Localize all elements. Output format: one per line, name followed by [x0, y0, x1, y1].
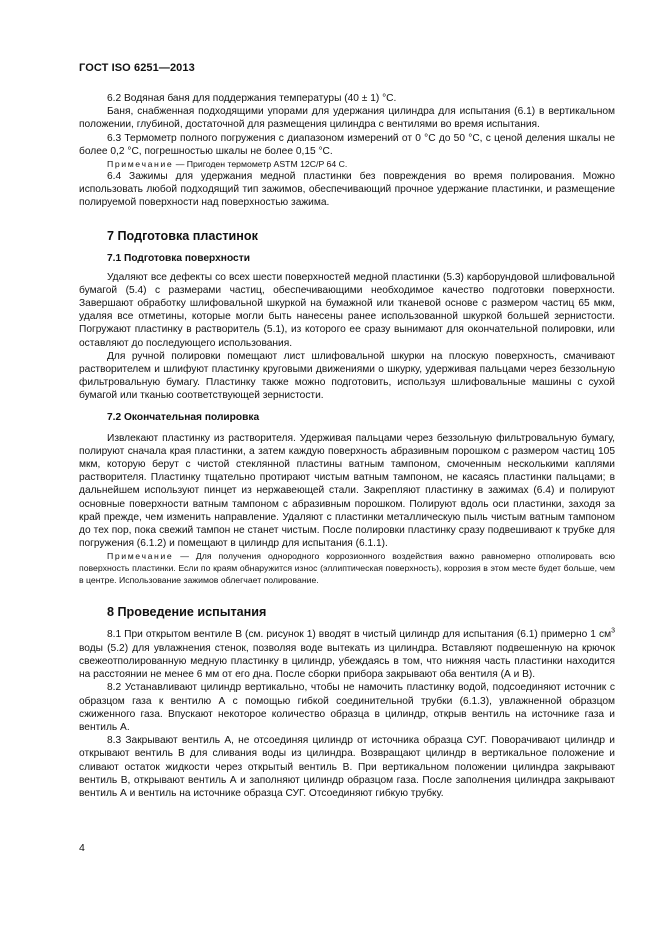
clause-7-1-para-1: Удаляют все дефекты со всех шести поверхностей медной пластинки (5.3) карборундовой шлифовальной бумагой (5.4) с размерами частиц, обеспечивающими необходимое качество подготовки поверхности. Завершают обработку шлифовальной шкуркой на бумажной или тканевой основе с размером частиц 65 мкм, удаляя все отметины, которые могли быть нанесены ранее использованной шкуркой большей зернистости. Погружают пластинку в растворитель (5.1), из которого ее сразу вынимают для окончательной полировки, или оставляют до последующего использования.	[79, 271, 615, 349]
clause-7-2: Извлекают пластинку из растворителя. Удерживая пальцами через беззольную фильтровальную бумагу, полируют сначала края пластинки, а затем каждую поверхность абразивным порошком с размером частиц 105 мкм, которую берут с чистой стеклянной пластины ватным тампоном, смоченным несколькими каплями растворителя. Пластинку тщательно протирают чистым ватным тампоном, не касаясь пластинки пальцами; в дальнейшем используют пинцет из нержавеющей стали. Закрепляют пластинку в зажимах (6.4) и полируют основные поверхности ватным тампоном с абразивным порошком. Полируют вдоль оси пластинки, заходя за край прежде, чем изменить направление. Удаляют с пластинки металлическую пыль чистым ватным тампоном до тех пор, пока свежий тампон не станет чистым. После полировки пластинку сразу подвешивают к трубке для погружения (6.1.2) и помещают в цилиндр для испытания (6.1.1).	[79, 432, 615, 550]
clause-8-1	[79, 628, 615, 681]
clause-7-1-para-2: Для ручной полировки помещают лист шлифовальной шкурки на плоскую поверхность, смачивают растворителем и шлифуют пластинку круговыми движениями о шкурку, удерживая пальцами через беззольную фильтровальную бумагу. Пластинку также можно подготовить, используя шлифовальные машины с сухой бумагой или тканью соответствующей зернистости.	[79, 350, 615, 402]
note-7-2	[79, 550, 615, 586]
page-number: 4	[79, 842, 85, 854]
note-6-3	[79, 158, 615, 170]
subsection-7-1-title: 7.1 Подготовка поверхности	[107, 252, 250, 264]
section-7-title: 7 Подготовка пластинок	[107, 228, 258, 243]
note-text: — Для получения однородного коррозионного воздействия важно равномерно отполировать всю поверхность пластинки. Если по краям обнаружится износ (эллиптическая поверхность), коррозия в этом месте будет больше, чем в центре. Использование зажимов облегчает полирование.	[79, 551, 615, 586]
clause-8-3: 8.3 Закрывают вентиль А, не отсоединяя цилиндр от источника образца СУГ. Поворачивают цилиндр и открывают вентиль В для сливания воды из цилиндра. Возвращают цилиндр в вертикальное положение и сливают остаток жидкости через открытый вентиль В. При вертикальном положении цилиндра закрывают вентиль В, открывают вентиль А и заполняют цилиндр образцом газа. После заполнения цилиндра закрывают вентиль А и вентиль на источнике образца СУГ. Отсоединяют гибкую трубку.	[79, 735, 615, 799]
clause-8-1-text-cont: воды (5.2) для увлажнения стенок, позволяя воде вытекать из цилиндра. Вставляют подвешенную на крючок свежеотполированную медную пластинку в цилиндр, убеждаясь в том, что нижняя часть пластинки находится на расстоянии не менее 6 мм от его дна. После сборки прибора закрывают оба вентиля (А и В).	[79, 642, 615, 681]
clause-6-3: 6.3 Термометр полного погружения с диапазоном измерений от 0 °С до 50 °С, с ценой деления шкалы не более 0,2 °С, погрешностью шкалы не более 0,15 °С.	[79, 132, 615, 157]
clause-6-4: 6.4 Зажимы для удержания медной пластинки без повреждения во время полирования. Можно использовать любой подходящий тип зажимов, обеспечивающий прочное удержание пластинки, и размещение полируемой поверхности над поверхностью зажима.	[79, 171, 615, 209]
document-body	[79, 92, 615, 800]
clause-8-2: 8.2 Устанавливают цилиндр вертикально, чтобы не намочить пластинку водой, подсоединяют источник с образцом газа к вентилю А с помощью гибкой соединительной трубки (6.1.3), увлажненной образцом сжиженного газа. Впускают некоторое количество образца в цилиндр, открыв вентиль на источнике газа и вентиль А.	[79, 682, 615, 733]
clause-6-2-detail: Баня, снабженная подходящими упорами для удержания цилиндра для испытания (6.1) в вертикальном положении, глубиной, достаточной для размещения цилиндра с вентилями во время испытания.	[79, 106, 615, 131]
clause-6-2: 6.2 Водяная баня для поддержания температуры (40 ± 1) °С.	[107, 93, 397, 104]
clause-8-1-text: 8.1 При открытом вентиле В (см. рисунок 1) вводят в чистый цилиндр для испытания (6.1) примерно 1 см	[107, 629, 612, 641]
superscript-3: 3	[611, 628, 615, 636]
note-text: — Пригоден термометр ASTM 12C/P 64 С.	[173, 159, 348, 170]
document-header: ГОСТ ISO 6251—2013	[79, 62, 195, 74]
note-label: Примечание	[107, 159, 174, 170]
subsection-7-2-title: 7.2 Окончательная полировка	[107, 411, 260, 423]
note-label: Примечание	[107, 551, 174, 562]
section-8-title: 8 Проведение испытания	[107, 605, 267, 620]
